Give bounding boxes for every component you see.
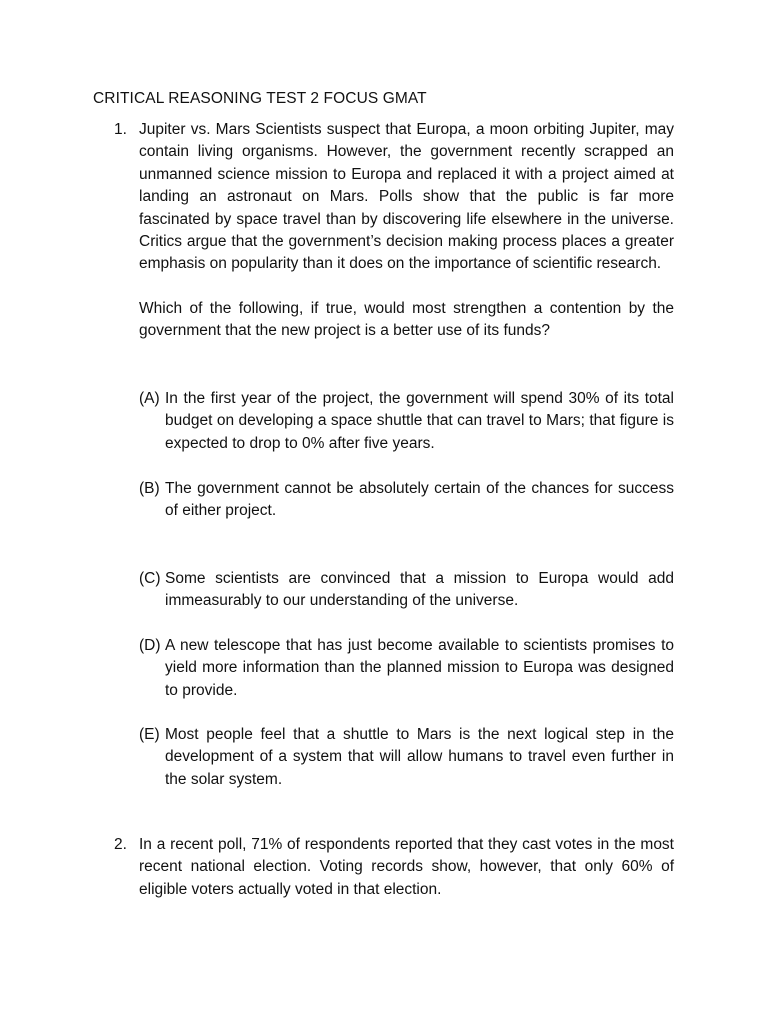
question-passage: Jupiter vs. Mars Scientists suspect that Europa, a moon orbiting Jupiter, may contain living organisms. However, the government recently scrapped an unmanned science mission to Europa and replaced it with a project aimed at landing an astronaut on Mars. Polls show that the public is far more fascinated by space travel than by discovering life elsewhere in the universe. Critics argue that the government’s decision making process places a greater emphasis on popularity than it does on the importance of scientific research. (139, 121, 674, 273)
question-prompt: Which of the following, if true, would most strengthen a contention by the government that the new project is a better use of its funds? (139, 299, 674, 340)
answer-choice-e (139, 724, 674, 791)
choice-text: Some scientists are convinced that a mission to Europa would add immeasurably to our understanding of the universe. (165, 570, 674, 610)
question-number: 2. (114, 836, 127, 853)
answer-choice-b (139, 478, 674, 523)
choice-letter: (C) (139, 570, 161, 587)
choice-letter: (D) (139, 637, 161, 654)
answer-choice-c (139, 568, 674, 613)
document-title: CRITICAL REASONING TEST 2 FOCUS GMAT (93, 90, 427, 107)
question-passage: In a recent poll, 71% of respondents reported that they cast votes in the most recent national election. Voting records show, however, that only 60% of eligible voters actually voted in that election. (139, 836, 674, 898)
answer-choice-d (139, 635, 674, 702)
choice-letter: (E) (139, 726, 160, 743)
choice-text: A new telescope that has just become available to scientists promises to yield more information than the planned mission to Europa was designed to provide. (165, 637, 674, 699)
question-1 (114, 119, 674, 343)
choice-letter: (B) (139, 480, 160, 497)
choice-text: In the first year of the project, the government will spend 30% of its total budget on developing a space shuttle that can travel to Mars; that figure is expected to drop to 0% after five years. (165, 390, 674, 452)
choice-letter: (A) (139, 390, 160, 407)
answer-choice-a (139, 388, 674, 455)
choice-text: Most people feel that a shuttle to Mars is the next logical step in the development of a system that will allow humans to travel even further in the solar system. (165, 726, 674, 788)
choice-text: The government cannot be absolutely certain of the chances for success of either project. (165, 480, 674, 520)
question-number: 1. (114, 121, 127, 138)
question-2 (114, 834, 674, 901)
